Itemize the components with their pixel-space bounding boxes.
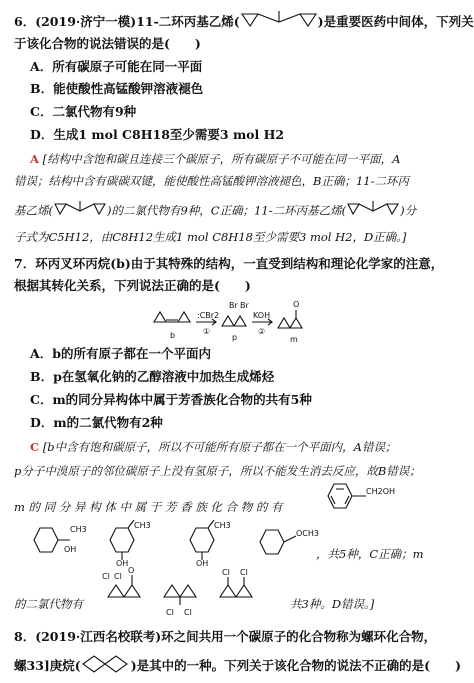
q6-option-c: C．二氯代物有9种 xyxy=(30,104,137,119)
benzyl-alcohol-structure xyxy=(320,478,400,522)
svg-text:CH3: CH3 xyxy=(214,521,231,530)
q7-answer-line-3: m 的 同 分 异 构 体 中 属 于 芳 香 族 化 合 物 的 有 xyxy=(14,500,283,514)
q6-title-a: 6．(2019·济宁一模)11-二环丙基乙烯( xyxy=(14,14,240,29)
q6-answer-line-2: 错误；结构中含有碳碳双键，能使酸性高锰酸钾溶液褪色，B正确；11-二环丙 xyxy=(14,174,409,188)
svg-text:Br: Br xyxy=(240,301,249,310)
spiroheptane-structure xyxy=(81,654,131,679)
q6-answer-key: A xyxy=(30,152,39,166)
dicyclopropylethylene-structure xyxy=(240,10,318,35)
q6-answer-line-1: A [结构中含饱和碳且连接三个碳原子，所有碳原子不可能在同一平面，A xyxy=(30,152,401,166)
svg-text:CH2OH: CH2OH xyxy=(366,487,396,496)
svg-text:Cl: Cl xyxy=(184,608,192,617)
q7-answer-line-5: 的二氯代物有 xyxy=(14,597,83,611)
label-p: p xyxy=(232,333,238,342)
q6-option-d: D．生成1 mol C8H18至少需要3 mol H2 xyxy=(30,127,285,142)
q7-answer-line-2: p分子中溴原子的邻位碳原子上没有氢原子，所以不能发生消去反应，故B错误； xyxy=(14,464,421,478)
svg-text:Cl: Cl xyxy=(102,572,110,581)
label-m: m xyxy=(290,335,298,344)
svg-text:②: ② xyxy=(258,327,266,336)
svg-text:Br: Br xyxy=(229,301,238,310)
q7-answer-count: ，共5种，C正确；m xyxy=(316,547,424,561)
q6-option-b: B．能使酸性高锰酸钾溶液褪色 xyxy=(30,81,204,96)
dicyclopropylethylene-structure xyxy=(346,200,400,223)
svg-text:Cl: Cl xyxy=(114,572,122,581)
methylphenol-structures xyxy=(30,520,330,570)
svg-text:①: ① xyxy=(203,327,211,336)
svg-text::CBr2: :CBr2 xyxy=(197,311,220,320)
q7-option-b: B．p在氢氧化钠的乙醇溶液中加热生成烯烃 xyxy=(30,369,275,384)
svg-text:Cl: Cl xyxy=(166,608,174,617)
svg-text:CH3: CH3 xyxy=(134,521,151,530)
q6-title-line xyxy=(14,10,474,35)
q7-answer-line-5b: 共3种。D错误。] xyxy=(290,597,375,611)
dicyclopropylethylene-structure xyxy=(53,200,107,223)
svg-text:O: O xyxy=(128,566,135,575)
svg-text:Cl: Cl xyxy=(240,568,248,577)
svg-text:OCH3: OCH3 xyxy=(296,529,319,538)
q7-title-line-1: 7．环丙叉环丙烷(b)由于其特殊的结构，一直受到结构和理论化学家的注意， xyxy=(14,256,444,271)
q7-option-d: D．m的二氯代物有2种 xyxy=(30,415,163,430)
svg-text:Cl: Cl xyxy=(222,568,230,577)
svg-text:KOH: KOH xyxy=(253,311,271,320)
dichloro-derivatives-structures xyxy=(100,567,270,621)
q6-option-a: A．所有碳原子可能在同一平面 xyxy=(30,59,203,74)
label-b: b xyxy=(170,331,176,340)
q8-title-line-1: 8．(2019·江西名校联考)环之间共用一个碳原子的化合物称为螺环化合物， xyxy=(14,629,437,644)
q7-option-a: A．b的所有原子都在一个平面内 xyxy=(30,346,211,361)
q7-answer-line-1: C [b中含有饱和碳原子，所以不可能所有原子都在一个平面内，A错误； xyxy=(30,440,397,454)
q6-title-line-2: 于该化合物的说法错误的是( ) xyxy=(14,36,201,51)
reaction-scheme xyxy=(150,298,320,352)
svg-text:OH: OH xyxy=(116,559,129,568)
q6-answer-line-4: 子式为C5H12，由C8H12生成1 mol C8H18至少需要3 mol H2，D正确。] xyxy=(14,230,407,244)
svg-text:OH: OH xyxy=(196,559,209,568)
svg-text:CH3: CH3 xyxy=(70,525,87,534)
q7-option-c: C．m的同分异构体中属于芳香族化合物的共有5种 xyxy=(30,392,312,407)
svg-text:O: O xyxy=(293,300,300,309)
q7-title-line-2: 根据其转化关系，下列说法正确的是( ) xyxy=(14,278,251,293)
q6-answer-line-3: 基乙烯( )的二氯代物有9种，C正确；11-二环丙基乙烯( )分 xyxy=(14,200,444,223)
q7-answer-key: C xyxy=(30,440,40,454)
q6-title-b: )是重要医药中间体，下列关 xyxy=(317,14,474,29)
svg-text:OH: OH xyxy=(64,545,77,554)
q8-title-line-2: 螺33]庚烷( )是其中的一种。下列关于该化合物的说法不正确的是( ) xyxy=(14,654,444,679)
